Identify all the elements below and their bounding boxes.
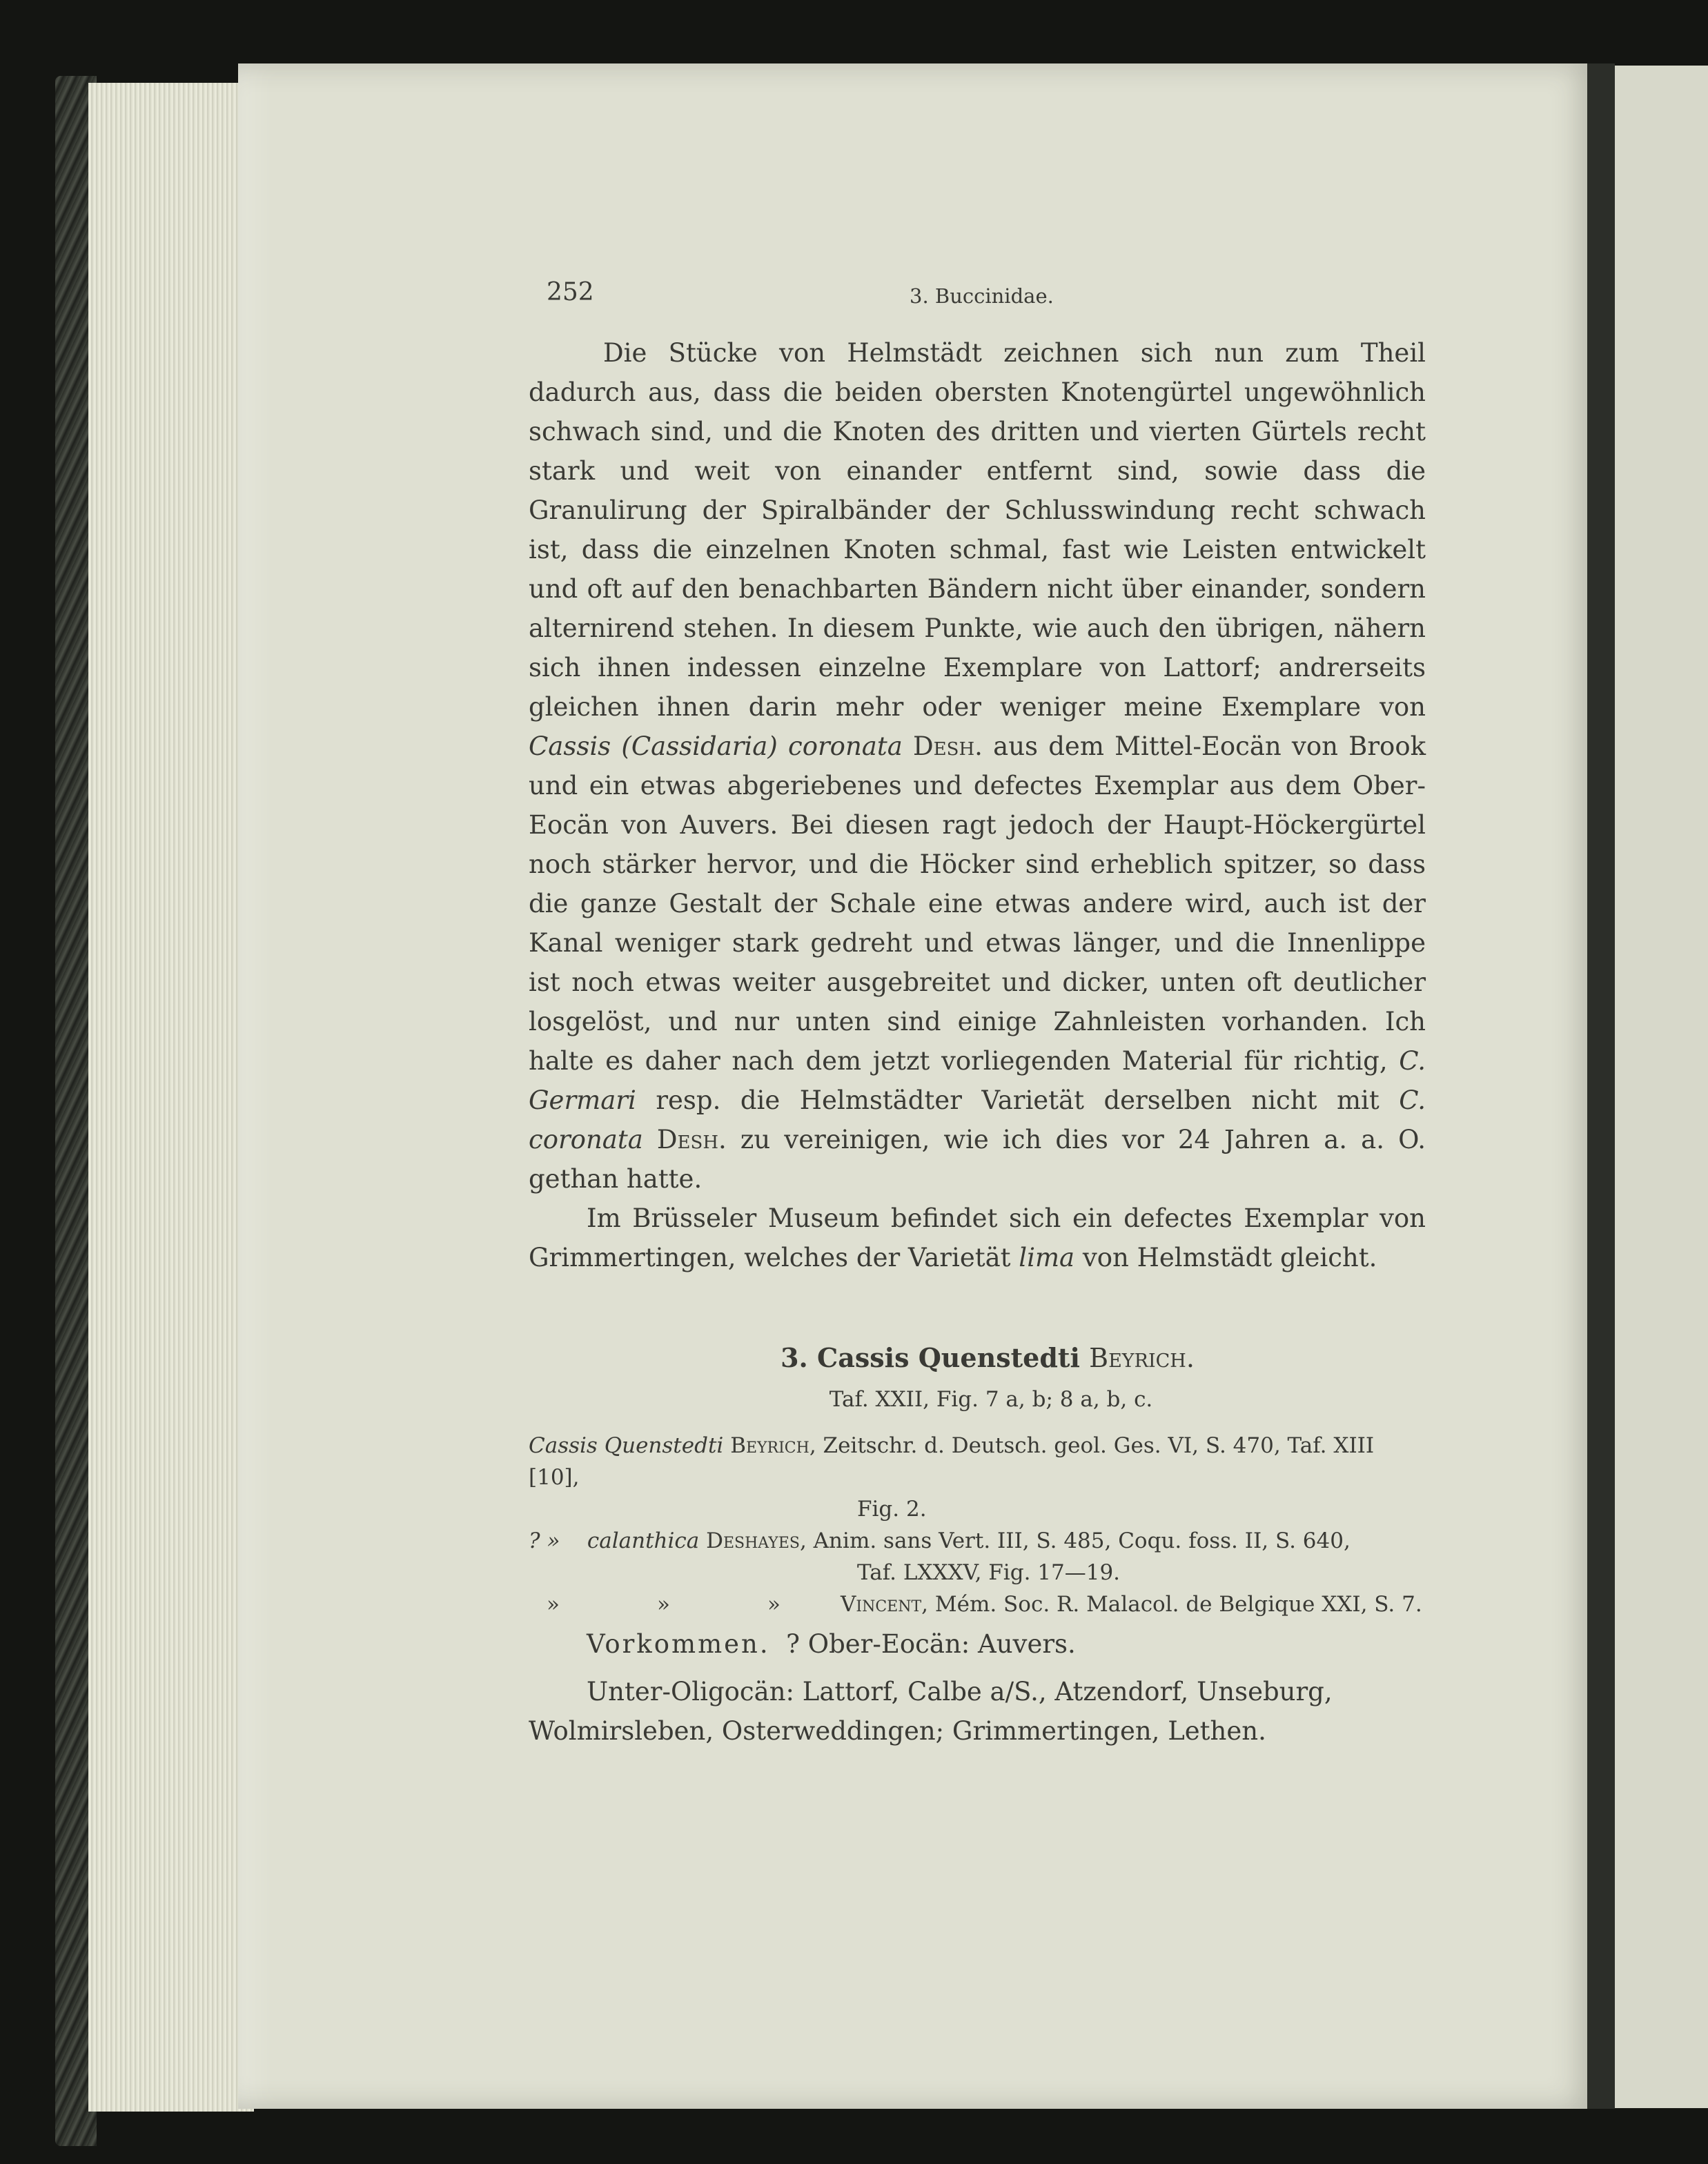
species-name: C. coronata bbox=[529, 1085, 1426, 1154]
paragraph-helmstaedt: Die Stücke von Helmstädt zeichnen sich nun zum Theil dadurch aus, dass die beiden obersten Knotengürtel ungewöhnlich schwach sind, und die Knoten des dritten und vierten Gürtels recht stark und weit von einander entfernt sind, sowie dass die Granulirung der Spiralbänder der Schlusswindung recht schwach ist, dass die einzelnen Knoten schmal, fast wie Leisten entwickelt und oft auf den benachbarten Bändern nicht über einander, sondern alternirend stehen. In diesem Punkte, wie auch den übrigen, nähern sich ihnen indessen einzelne Exemplare von Lattorf; andrerseits gleichen ihnen darin mehr oder weniger meine Exemplare von Cassis (Cassidaria) coronata Desh. aus dem Mittel-Eocän von Brook und ein etwas abgeriebenes und defectes Exemplar aus dem Ober-Eocän von Auvers. Bei diesen ragt jedoch der Haupt-Höckergürtel noch stärker hervor, und die Höcker sind erheblich spitzer, so dass die ganze Gestalt der Schale eine etwas andere wird, auch ist der Kanal weniger stark gedreht und etwas länger, und die Innenlippe ist noch etwas weiter ausgebreitet und dicker, unten oft deutlicher losgelöst, und nur unten sind einige Zahnleisten vorhanden. Ich halte es daher nach dem jetzt vorliegenden Material für richtig, C. Germari resp. die Helmstädter Varietät derselben nicht mit C. coronata Desh. zu vereinigen, wie ich dies vor 24 Jahren a. a. O. gethan hatte. bbox=[529, 338, 1426, 1194]
book-gutter bbox=[1587, 63, 1615, 2109]
species-name: C. Germari bbox=[529, 1046, 1426, 1115]
plate-reference: Taf. XXII, Fig. 7 a, b; 8 a, b, c. bbox=[829, 1387, 1153, 1412]
section-title: 3. Cassis Quenstedti Beyrich. bbox=[781, 1342, 1195, 1373]
paragraph-bruessel: Im Brüsseler Museum befindet sich ein defectes Exemplar von Grimmertingen, welches der Varietät lima von Helmstädt gleicht. bbox=[529, 1203, 1426, 1272]
page-header bbox=[529, 273, 1426, 314]
variety-name: lima bbox=[1019, 1243, 1075, 1272]
author-name: Desh. bbox=[656, 1125, 727, 1154]
synonymy-entry: » » » Vincent, Mém. Soc. R. Malacol. de Belgique XXI, S. 7. bbox=[547, 1592, 1422, 1617]
running-head: 3. Buccinidae. bbox=[910, 284, 1054, 308]
occurrence-unter: Unter-Oligocän: Lattorf, Calbe a/S., Atzendorf, Unseburg, Wolmirsleben, Osterweddingen; Grimmertingen, Lethen. bbox=[529, 1677, 1333, 1746]
section-author: Beyrich. bbox=[1089, 1343, 1195, 1373]
page-content bbox=[529, 273, 1426, 1751]
species-name: Cassis (Cassidaria) coronata bbox=[529, 731, 903, 761]
author-name: Desh. bbox=[913, 731, 983, 761]
occurrence-ober: Vorkommen. ? Ober-Eocän: Auvers. bbox=[587, 1629, 1076, 1659]
facing-page-edge bbox=[1615, 66, 1708, 2108]
page-number: 252 bbox=[547, 278, 594, 306]
synonymy-entry: ? » calanthica Deshayes, Anim. sans Vert. III, S. 485, Coqu. foss. II, S. 640, Taf. LXXXV, Fig. 17—19. bbox=[529, 1528, 1351, 1585]
synonymy-entry: Cassis Quenstedti Beyrich, Zeitschr. d. Deutsch. geol. Ges. VI, S. 470, Taf. XIII [10], Fig. 2. bbox=[529, 1433, 1375, 1522]
synonymy-list bbox=[529, 1430, 1426, 1620]
page-edges bbox=[88, 83, 254, 2112]
